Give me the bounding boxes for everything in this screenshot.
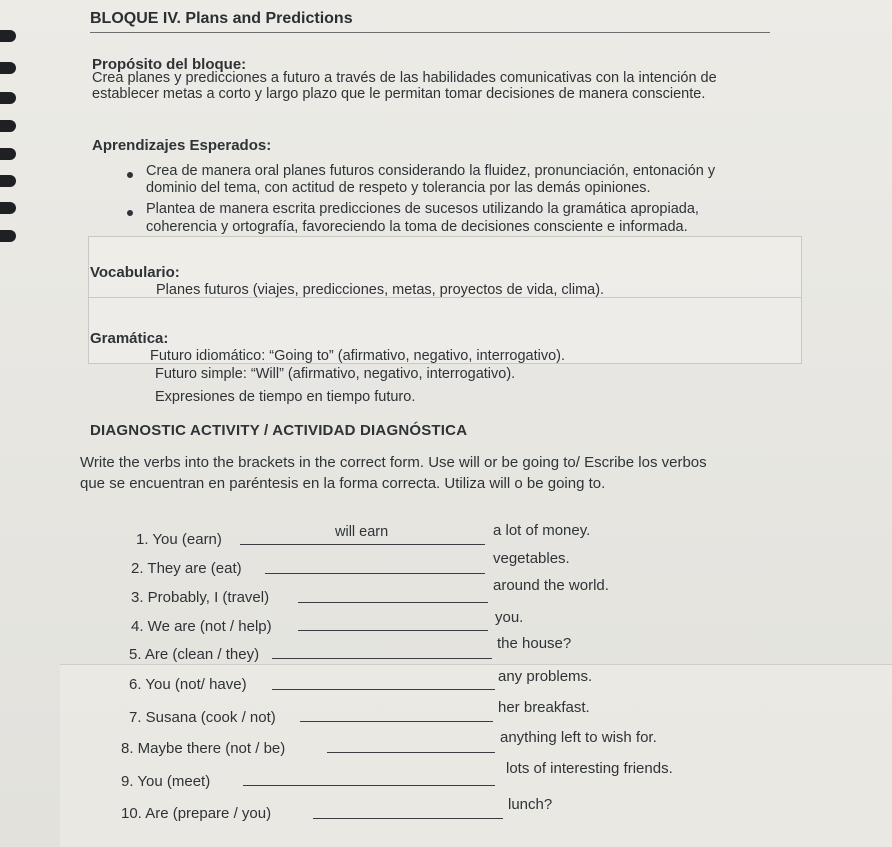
bullet-icon	[127, 210, 133, 216]
aprendizaje-1-line-1: Crea de manera oral planes futuros considerando la fluidez, pronunciación, entonación y	[146, 163, 716, 179]
binding-ring	[0, 92, 16, 104]
exercise-2-prompt: 2. They are (eat)	[131, 560, 242, 577]
exercise-10-rest: lunch?	[508, 796, 553, 813]
exercise-2-rest: vegetables.	[493, 550, 570, 567]
exercise-1-answer[interactable]: will earn	[335, 524, 389, 540]
exercise-4-blank[interactable]	[298, 630, 488, 631]
binding-ring	[0, 120, 16, 132]
gramatica-item-2: Futuro simple: “Will” (afirmativo, negativo, interrogativo).	[155, 366, 516, 382]
bullet-icon	[127, 172, 133, 178]
binding-ring	[0, 202, 16, 214]
exercise-9-prompt: 9. You (meet)	[121, 773, 211, 790]
gramatica-label: Gramática:	[90, 330, 169, 347]
vocabulario-item: Planes futuros (viajes, predicciones, metas, proyectos de vida, clima).	[156, 282, 605, 298]
exercise-8-blank[interactable]	[327, 752, 495, 753]
exercise-5-blank[interactable]	[272, 658, 492, 659]
binding-ring	[0, 175, 16, 187]
binding-ring	[0, 230, 16, 242]
exercise-10-prompt: 10. Are (prepare / you)	[121, 805, 272, 822]
proposito-line-2: establecer metas a corto y largo plazo que le permitan tomar decisiones de manera consciente.	[92, 86, 706, 102]
exercise-1-rest: a lot of money.	[493, 522, 591, 539]
exercise-2-blank[interactable]	[265, 573, 485, 574]
vocabulario-label: Vocabulario:	[90, 264, 180, 281]
exercise-5-prompt: 5. Are (clean / they)	[129, 646, 260, 663]
exercise-3-rest: around the world.	[493, 577, 609, 594]
binding-ring	[0, 30, 16, 42]
exercise-6-rest: any problems.	[498, 668, 593, 685]
instructions-line-2: que se encuentran en paréntesis en la forma correcta. Utiliza will o be going to.	[80, 475, 606, 492]
exercise-7-rest: her breakfast.	[498, 699, 590, 716]
exercise-4-rest: you.	[495, 609, 524, 626]
binding-ring	[0, 148, 16, 160]
instructions-line-1: Write the verbs into the brackets in the correct form. Use will or be going to/ Escribe los verbos	[80, 454, 707, 471]
exercise-1-prompt: 1. You (earn)	[136, 531, 222, 548]
exercise-10-blank[interactable]	[313, 818, 503, 819]
gramatica-item-3: Expresiones de tiempo en tiempo futuro.	[155, 389, 416, 405]
exercise-6-prompt: 6. You (not/ have)	[129, 676, 247, 693]
binding-ring	[0, 62, 16, 74]
exercise-9-rest: lots of interesting friends.	[506, 760, 673, 777]
exercise-7-blank[interactable]	[300, 721, 493, 722]
aprendizaje-1-line-2: dominio del tema, con actitud de respeto y tolerancia por las demás opiniones.	[146, 180, 651, 196]
exercise-7-prompt: 7. Susana (cook / not)	[129, 709, 276, 726]
exercise-3-prompt: 3. Probably, I (travel)	[131, 589, 270, 606]
exercise-4-prompt: 4. We are (not / help)	[131, 618, 272, 635]
exercise-1-blank[interactable]	[240, 544, 485, 545]
exercise-8-prompt: 8. Maybe there (not / be)	[121, 740, 286, 757]
exercise-5-rest: the house?	[497, 635, 572, 652]
page-title: BLOQUE IV. Plans and Predictions	[90, 10, 353, 27]
title-underline	[90, 32, 770, 33]
proposito-line-1: Crea planes y predicciones a futuro a través de las habilidades comunicativas con la intención de	[92, 70, 717, 86]
diagnostic-heading: DIAGNOSTIC ACTIVITY / ACTIVIDAD DIAGNÓSTICA	[90, 422, 468, 439]
exercise-8-rest: anything left to wish for.	[500, 729, 657, 746]
aprendizaje-2-line-1: Plantea de manera escrita predicciones de sucesos utilizando la gramática apropiada,	[146, 201, 699, 217]
exercise-3-blank[interactable]	[298, 602, 488, 603]
aprendizajes-label: Aprendizajes Esperados:	[92, 137, 272, 154]
exercise-9-blank[interactable]	[243, 785, 495, 786]
gramatica-item-1: Futuro idiomático: “Going to” (afirmativo, negativo, interrogativo).	[150, 348, 566, 364]
exercise-6-blank[interactable]	[272, 689, 495, 690]
aprendizaje-2-line-2: coherencia y ortografía, favoreciendo la toma de decisiones consciente e informada.	[146, 219, 688, 235]
proposito-label: Propósito del bloque:	[92, 56, 247, 73]
spiral-binding	[0, 0, 22, 846]
